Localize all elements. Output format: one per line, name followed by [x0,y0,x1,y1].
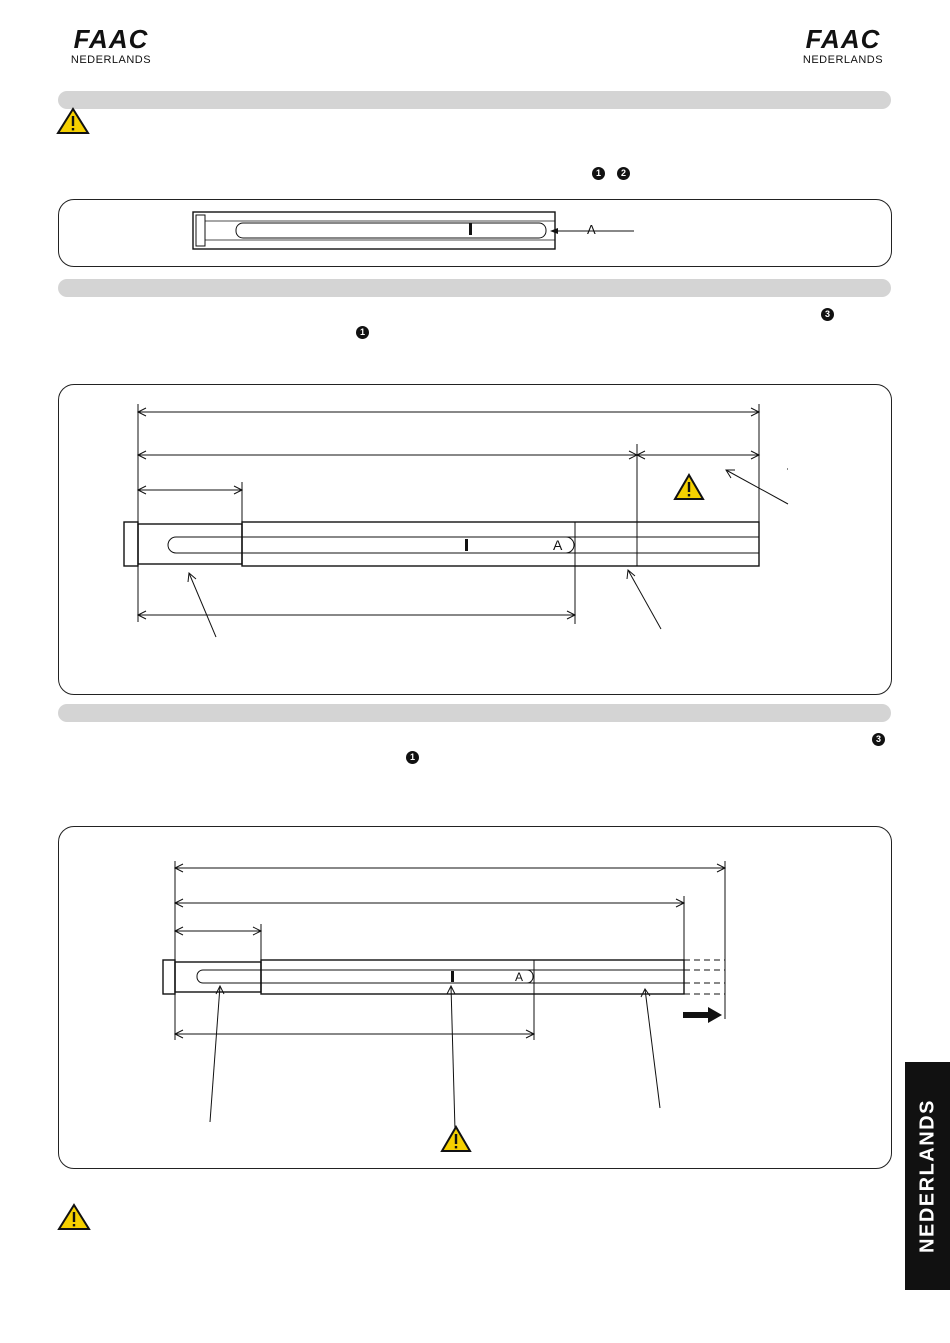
arrow-icon [683,1007,722,1023]
faac-logo-mark: FAAC [805,24,881,54]
warning-icon [441,1126,471,1152]
boom-letter-a: A [587,222,596,237]
warning-icon [674,474,704,500]
section-bar-1 [58,91,891,109]
marker-1: 1 [592,167,605,180]
faac-logo-mark: FAAC [73,24,149,54]
warning-icon [58,1204,90,1230]
faac-logo-right [788,26,898,66]
marker-2: 2 [617,167,630,180]
marker-1: 1 [356,326,369,339]
boom-diagram-medium [58,384,890,693]
marker-3: 3 [821,308,834,321]
faac-logo-left [56,26,166,66]
boom-letter-a: A [515,970,524,984]
language-side-tab [905,1062,950,1290]
section-bar-2 [58,279,891,297]
boom-letter-a: A [553,537,563,553]
boom-diagram-short [58,199,890,265]
side-tab-label: NEDERLANDS [916,1099,938,1253]
language-label-right: NEDERLANDS [802,54,884,66]
section-bar-3 [58,704,891,722]
warning-icon [57,108,89,134]
language-label-left: NEDERLANDS [70,54,152,66]
boom-diagram-long [58,826,890,1167]
marker-3: 3 [872,733,885,746]
marker-1: 1 [406,751,419,764]
